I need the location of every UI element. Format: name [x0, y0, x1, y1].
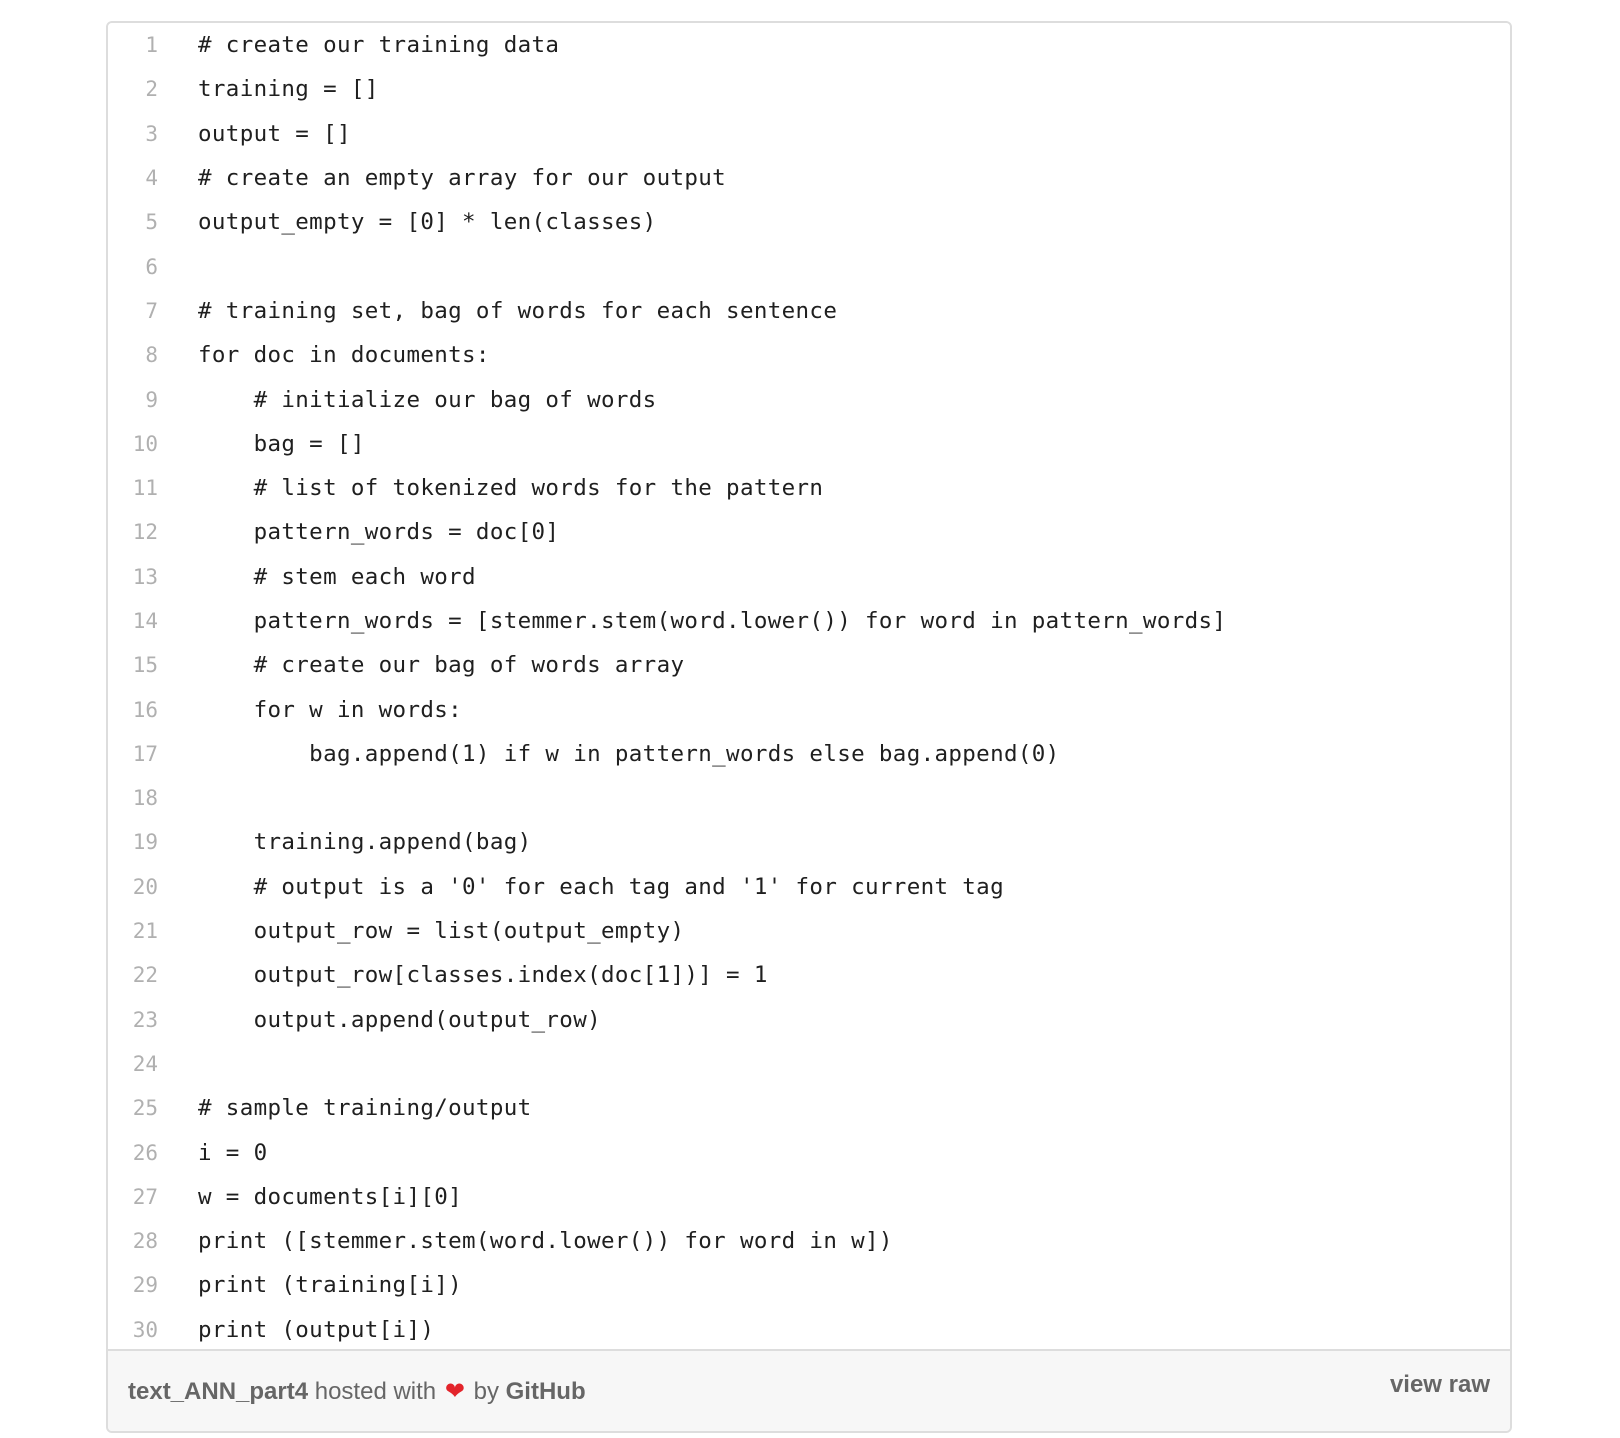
footer-credits: [128, 1377, 586, 1406]
code-line: [108, 200, 1226, 244]
line-number[interactable]: 30: [132, 1317, 158, 1342]
line-code: bag = []: [198, 430, 365, 457]
heart-icon: ❤: [444, 1378, 465, 1405]
code-line: [108, 820, 1226, 864]
code-line: [108, 687, 1226, 731]
code-line: [108, 156, 1226, 200]
line-code: # training set, bag of words for each sentence: [198, 297, 838, 324]
line-number[interactable]: 17: [132, 741, 158, 766]
line-number[interactable]: 1: [145, 33, 158, 58]
code-line: [108, 1263, 1226, 1307]
line-code: print ([stemmer.stem(word.lower()) for word in w]): [198, 1228, 893, 1255]
line-code: pattern_words = doc[0]: [198, 519, 560, 546]
code-line: [108, 1175, 1226, 1219]
code-line: [108, 599, 1226, 643]
code-line: [108, 1130, 1226, 1174]
line-code: # list of tokenized words for the pattern: [198, 475, 824, 502]
gist-filename-link[interactable]: text_ANN_part4: [128, 1378, 309, 1405]
line-number[interactable]: 5: [145, 210, 158, 235]
gist-embed: [106, 21, 1512, 1433]
line-number[interactable]: 23: [132, 1007, 158, 1032]
code-line: [108, 909, 1226, 953]
code-line: [108, 643, 1226, 687]
line-number[interactable]: 10: [132, 431, 158, 456]
code-line: [108, 67, 1226, 111]
code-body: [108, 23, 1226, 1352]
line-code: pattern_words = [stemmer.stem(word.lower()) for word in pattern_words]: [198, 608, 1227, 634]
code-line: [108, 422, 1226, 466]
line-code: # create an empty array for our output: [198, 165, 727, 192]
line-number[interactable]: 3: [145, 121, 158, 146]
code-line: [108, 1308, 1226, 1352]
line-code: print (training[i]): [198, 1272, 463, 1299]
code-line: [108, 776, 1226, 820]
line-number[interactable]: 11: [132, 476, 158, 501]
line-code: output_empty = [0] * len(classes): [198, 209, 657, 236]
line-number[interactable]: 21: [132, 919, 158, 944]
code-line: [108, 953, 1226, 997]
line-code: output_row[classes.index(doc[1])] = 1: [198, 962, 768, 989]
line-number[interactable]: 16: [132, 697, 158, 722]
line-code: for w in words:: [198, 696, 463, 723]
line-code: # stem each word: [198, 563, 476, 590]
line-number[interactable]: 2: [145, 77, 158, 102]
code-line: [108, 510, 1226, 554]
gist-footer: [108, 1349, 1510, 1431]
line-code: # initialize our bag of words: [198, 386, 657, 413]
line-code: for doc in documents:: [198, 342, 490, 369]
line-number[interactable]: 26: [132, 1140, 158, 1165]
by-text: by: [473, 1378, 499, 1405]
line-number[interactable]: 28: [132, 1229, 158, 1254]
line-code: # sample training/output: [198, 1095, 532, 1122]
line-number[interactable]: 14: [132, 609, 158, 633]
code-line: [108, 555, 1226, 599]
code-line: [108, 289, 1226, 333]
code-line: [108, 333, 1226, 377]
line-number[interactable]: 13: [132, 564, 158, 589]
line-number[interactable]: 6: [145, 254, 158, 279]
code-line: [108, 244, 1226, 288]
line-code: # create our training data: [198, 32, 560, 59]
line-number[interactable]: 20: [132, 874, 158, 899]
line-number[interactable]: 15: [132, 653, 158, 678]
line-code: training.append(bag): [198, 829, 532, 856]
code-line: [108, 23, 1226, 67]
line-code: output = []: [198, 120, 351, 147]
code-line: [108, 998, 1226, 1042]
line-code: [158, 776, 1226, 820]
line-number[interactable]: 12: [132, 520, 158, 545]
line-number[interactable]: 29: [132, 1273, 158, 1298]
line-number[interactable]: 19: [132, 830, 158, 855]
code-line: [108, 1219, 1226, 1263]
line-code: training = []: [198, 76, 379, 103]
code-line: [108, 732, 1226, 776]
code-line: [108, 112, 1226, 156]
line-code: output.append(output_row): [198, 1006, 601, 1033]
line-number[interactable]: 8: [145, 343, 158, 368]
code-table: [108, 23, 1226, 1352]
code-line: [108, 865, 1226, 909]
line-code: # output is a '0' for each tag and '1' for current tag: [198, 873, 1004, 900]
line-number[interactable]: 27: [132, 1184, 158, 1209]
line-code: i = 0: [198, 1139, 268, 1166]
line-number[interactable]: 9: [145, 387, 158, 412]
line-code: [158, 244, 1226, 288]
line-number[interactable]: 22: [132, 963, 158, 988]
line-code: print (output[i]): [198, 1316, 435, 1343]
line-number[interactable]: 4: [145, 166, 158, 191]
code-line: [108, 466, 1226, 510]
line-code: # create our bag of words array: [198, 652, 685, 679]
line-number[interactable]: 18: [132, 786, 158, 811]
code-panel: [108, 23, 1510, 1353]
line-number[interactable]: 24: [132, 1051, 158, 1076]
view-raw-link[interactable]: view raw: [1389, 1371, 1490, 1398]
line-code: w = documents[i][0]: [198, 1183, 463, 1210]
line-code: bag.append(1) if w in pattern_words else bag.append(0): [198, 740, 1060, 767]
line-code: [158, 1042, 1226, 1086]
code-line: [108, 1042, 1226, 1086]
line-code: output_row = list(output_empty): [198, 918, 685, 945]
github-link[interactable]: GitHub: [505, 1378, 586, 1405]
hosted-with-text: hosted with: [314, 1378, 437, 1405]
code-line: [108, 377, 1226, 421]
line-number[interactable]: 7: [145, 298, 158, 323]
code-line: [108, 1086, 1226, 1130]
line-number[interactable]: 25: [132, 1096, 158, 1121]
